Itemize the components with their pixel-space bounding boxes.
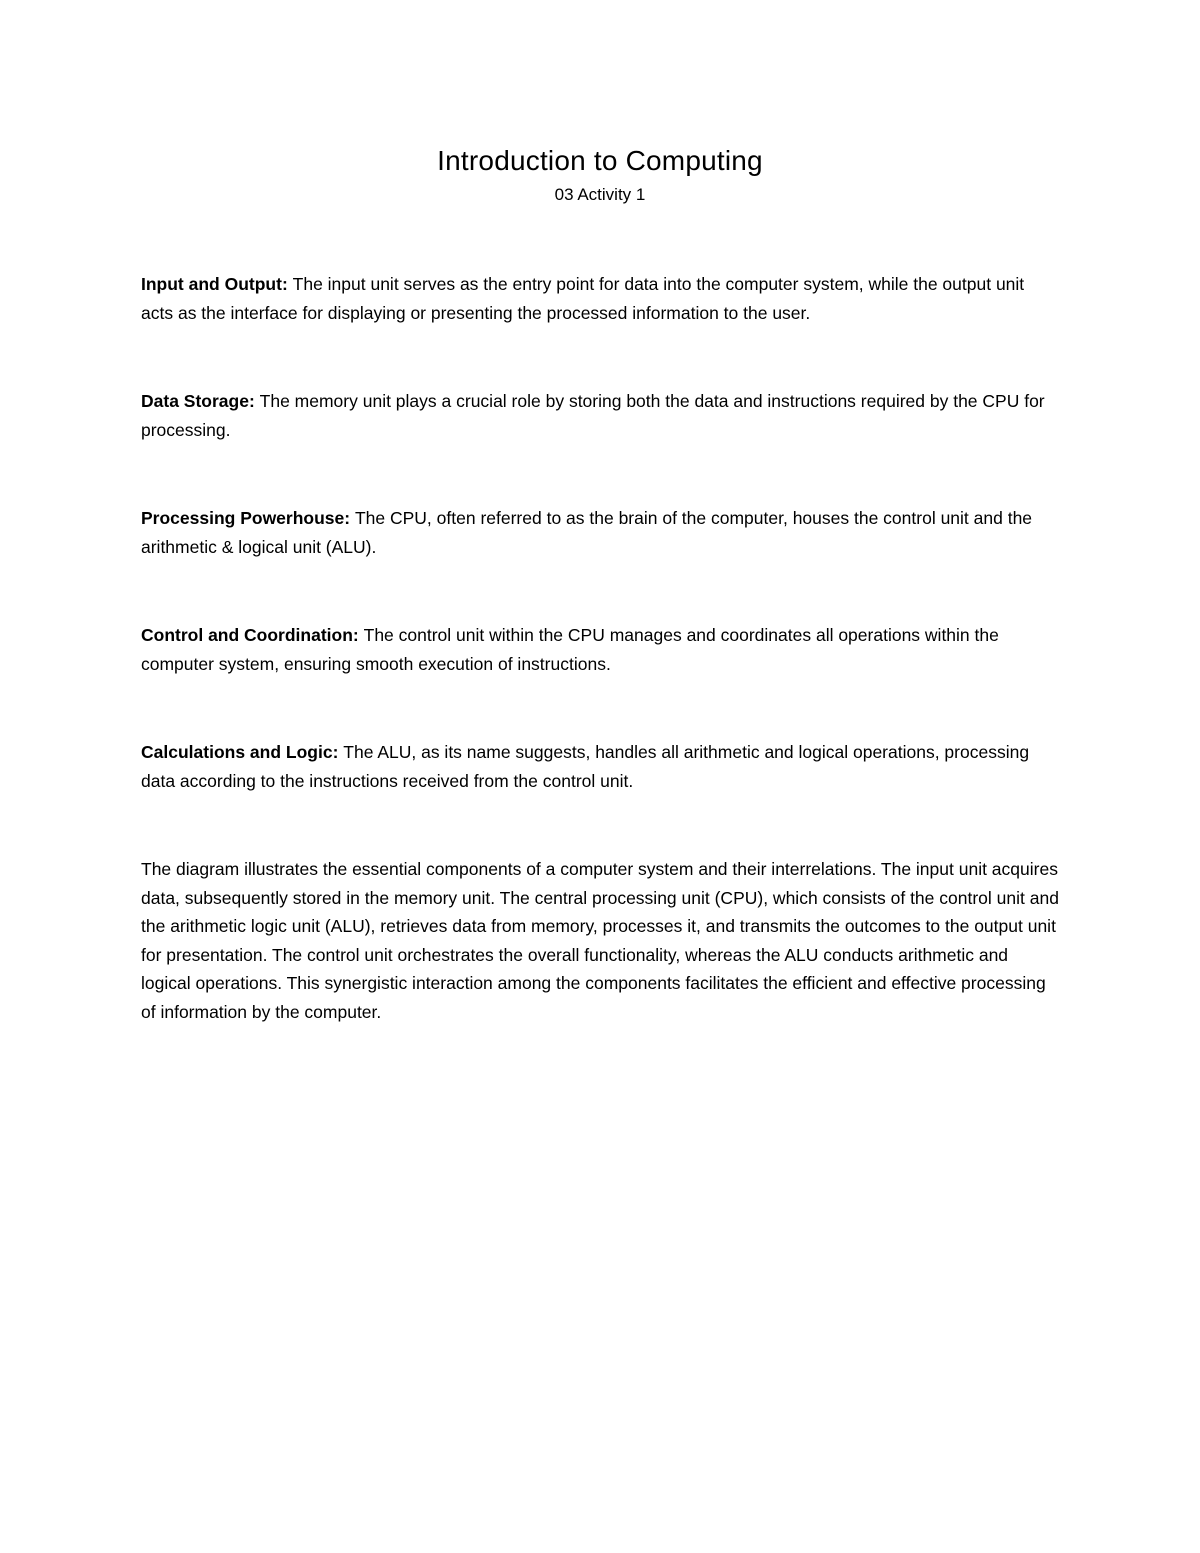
section-data-storage — [141, 387, 1061, 444]
summary-paragraph: The diagram illustrates the essential components of a computer system and their interrelations. The input unit acquires data, subsequently stored in the memory unit. The central processing unit (CPU), which consists of the control unit and the arithmetic logic unit (ALU), retrieves data from memory, processes it, and transmits the outcomes to the output unit for presentation. The control unit orchestrates the overall functionality, whereas the ALU conducts arithmetic and logical operations. This synergistic interaction among the components facilitates the efficient and effective processing of information by the computer. — [141, 859, 1059, 1022]
section-text: The ALU, as its name suggests, handles all arithmetic and logical operations, processing data according to the instructions received from the control unit. — [141, 742, 1030, 791]
section-separator: : — [352, 625, 364, 645]
section-text: The memory unit plays a crucial role by storing both the data and instructions required by the CPU for processing. — [141, 391, 1045, 440]
section-term: Control and Coordination — [141, 625, 353, 645]
section-control-coordination — [141, 621, 1061, 678]
section-text: The CPU, often referred to as the brain of the computer, houses the control unit and the arithmetic & logical unit (ALU). — [141, 508, 1033, 557]
section-input-output — [141, 270, 1061, 327]
section-term: Processing Powerhouse — [141, 508, 345, 528]
document-header — [0, 142, 1200, 206]
section-text: The input unit serves as the entry point for data into the computer system, while the output unit acts as the interface for displaying or presenting the processed information to the user. — [141, 274, 1025, 323]
document-body — [141, 270, 1061, 1026]
section-text: The control unit within the CPU manages and coordinates all operations within the computer system, ensuring smooth execution of instructions. — [141, 625, 999, 674]
document-subtitle: 03 Activity 1 — [554, 185, 646, 204]
section-separator: : — [281, 274, 293, 294]
section-separator: : — [344, 508, 355, 528]
section-term: Input and Output — [141, 274, 282, 294]
section-term: Calculations and Logic — [141, 742, 333, 762]
section-processing-powerhouse — [141, 504, 1061, 561]
section-separator: : — [248, 391, 260, 411]
section-separator: : — [332, 742, 344, 762]
document-title: Introduction to Computing — [437, 145, 763, 176]
section-term: Data Storage — [141, 391, 249, 411]
section-calculations-logic — [141, 738, 1061, 795]
